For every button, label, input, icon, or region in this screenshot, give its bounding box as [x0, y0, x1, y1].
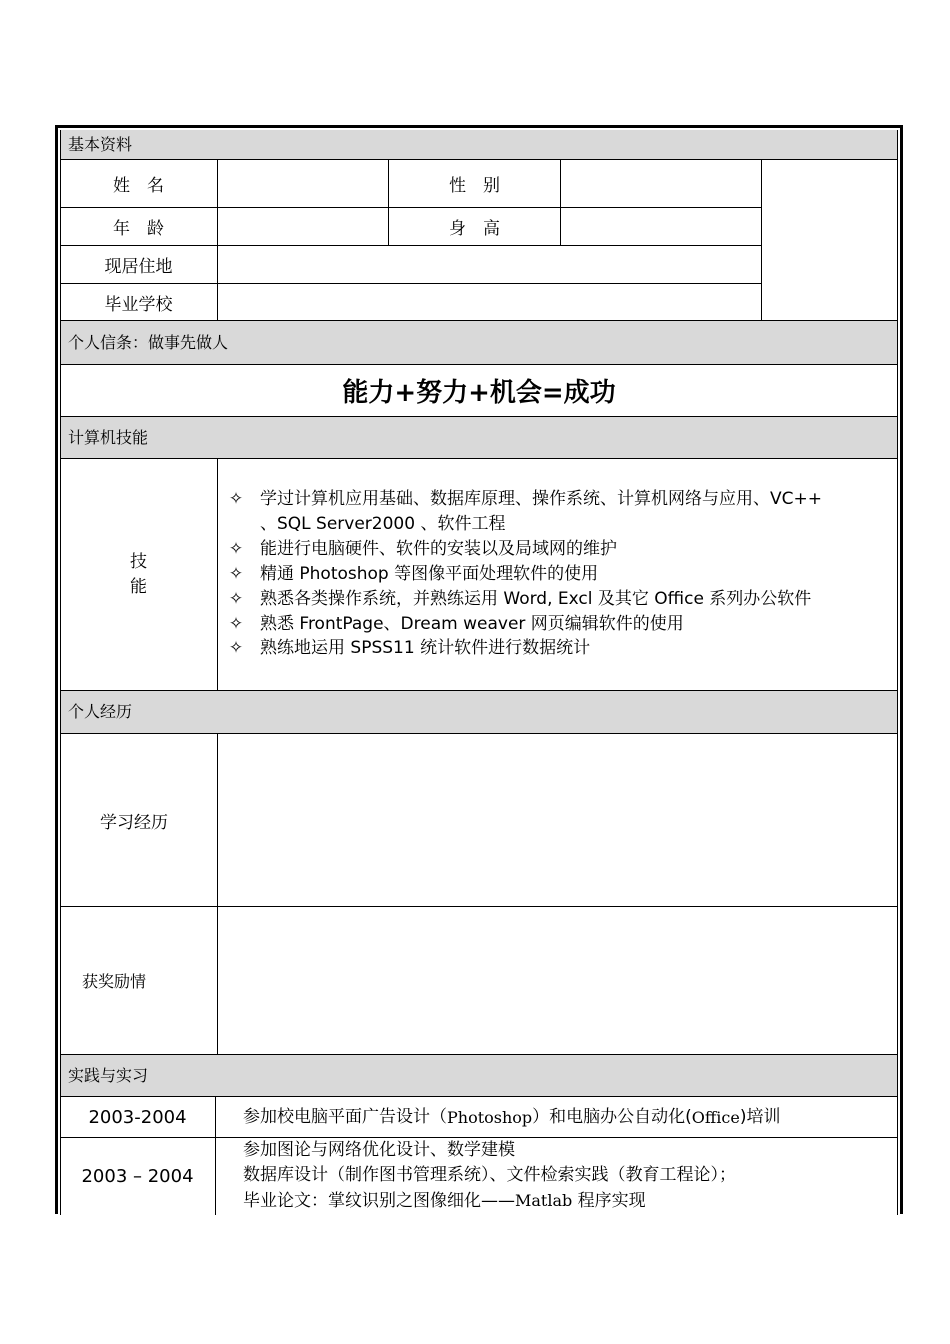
- rule: [60, 906, 898, 907]
- skills-label-text: 技能: [130, 551, 147, 597]
- practice-year-1: [60, 1097, 215, 1137]
- rule: [60, 1096, 898, 1097]
- diamond-bullet-icon: ✧: [228, 489, 244, 509]
- rule: [217, 733, 218, 1054]
- name-field[interactable]: [218, 160, 388, 207]
- rule: [897, 130, 898, 1215]
- height-field[interactable]: [561, 208, 761, 245]
- skill-text: 熟悉 FrontPage、Dream weaver 网页编辑软件的使用: [260, 614, 684, 634]
- school-label-text: 毕业学校: [104, 294, 173, 315]
- practice-desc-2-line1: 参加图论与网络优化设计、数学建模: [243, 1140, 515, 1160]
- skill-text: 精通 Photoshop 等图像平面处理软件的使用: [260, 564, 599, 584]
- diamond-bullet-icon: ✧: [228, 614, 244, 634]
- rule: [60, 733, 898, 734]
- awards-label: [60, 907, 217, 1054]
- practice-desc-2-line3: [243, 1188, 898, 1214]
- education-label: [60, 734, 217, 906]
- rule: [217, 159, 218, 320]
- rule: [60, 1137, 898, 1138]
- practice-desc-2-line3-a: 毕业论文：掌纹识别之图像细化——: [243, 1191, 515, 1211]
- address-label-text: 现居住地: [104, 257, 173, 277]
- rule: [761, 159, 762, 320]
- diamond-bullet-icon: ✧: [228, 589, 244, 609]
- practice-year-2: [60, 1138, 215, 1214]
- rule: [60, 690, 898, 691]
- practice-desc-1-b: Photoshop: [447, 1107, 533, 1127]
- practice-desc-1-d: Office: [691, 1107, 740, 1127]
- experience-header: [60, 691, 898, 733]
- practice-desc-2-line2: 数据库设计（制作图书管理系统）、文件检索实践（教育工程论）；: [243, 1165, 736, 1185]
- age-label-text: 年 龄: [113, 219, 164, 239]
- resume-table: [55, 125, 903, 1214]
- rule: [60, 283, 762, 284]
- education-field[interactable]: [218, 734, 898, 906]
- skill-text: 、SQL Server2000 、软件工程: [260, 514, 506, 534]
- basic-info-title: 基本资料: [68, 134, 133, 154]
- practice-desc-2-line3-b: Matlab: [515, 1191, 573, 1210]
- rule: [60, 416, 898, 417]
- school-field[interactable]: [218, 284, 761, 320]
- height-label: [389, 208, 560, 245]
- experience-title: 个人经历: [68, 702, 133, 721]
- skill-text: 熟悉各类操作系统，并熟练运用 Word, Excl 及其它 Office 系列办公软件: [260, 589, 812, 609]
- skills-label: [60, 459, 217, 690]
- rule: [60, 245, 762, 246]
- computer-skills-title: 计算机技能: [68, 427, 149, 447]
- rule: [60, 207, 762, 208]
- practice-desc-1-e: )培训: [739, 1106, 781, 1127]
- skill-text: 学过计算机应用基础、数据库原理、操作系统、计算机网络与应用、VC++: [260, 489, 822, 509]
- skill-text: 能进行电脑硬件、软件的安装以及局域网的维护: [260, 539, 617, 559]
- motto-banner: [60, 365, 898, 416]
- height-label-text: 身 高: [449, 219, 500, 239]
- practice-header: [60, 1055, 898, 1096]
- rule: [388, 159, 389, 245]
- diamond-bullet-icon: ✧: [228, 638, 244, 658]
- practice-desc-1: [216, 1097, 898, 1137]
- name-label: [60, 160, 217, 207]
- address-field[interactable]: [218, 246, 761, 283]
- photo-cell: [762, 160, 898, 320]
- motto-text: 能力+努力+机会=成功: [342, 378, 616, 408]
- rule: [60, 159, 898, 160]
- school-label: [60, 284, 217, 320]
- education-label-text: 学习经历: [100, 812, 168, 833]
- gender-field[interactable]: [561, 160, 761, 207]
- awards-label-text: 获奖励情: [82, 972, 147, 991]
- gender-label-text: 性 别: [449, 176, 500, 196]
- name-label-text: 姓 名: [113, 176, 164, 196]
- age-field[interactable]: [218, 208, 388, 245]
- computer-skills-header: [60, 417, 898, 458]
- motto-header-text: 个人信条：做事先做人: [68, 332, 229, 352]
- skills-list: [218, 459, 898, 690]
- practice-title: 实践与实习: [68, 1065, 149, 1085]
- rule: [60, 1054, 898, 1055]
- basic-info-header: [60, 130, 898, 159]
- rule: [60, 364, 898, 365]
- age-label: [60, 208, 217, 245]
- practice-desc-2: [216, 1138, 898, 1214]
- practice-desc-1-c: ）和电脑办公自动化(: [532, 1106, 692, 1127]
- rule: [60, 458, 898, 459]
- gender-label: [389, 160, 560, 207]
- rule: [215, 1096, 216, 1215]
- practice-year-2-text: 2003 – 2004: [81, 1165, 194, 1187]
- practice-desc-1-a: 参加校电脑平面广告设计（: [243, 1106, 447, 1127]
- diamond-bullet-icon: ✧: [228, 564, 244, 584]
- rule: [217, 458, 218, 690]
- motto-header: [60, 321, 898, 364]
- rule: [60, 130, 61, 1215]
- rule: [560, 159, 561, 245]
- diamond-bullet-icon: ✧: [228, 539, 244, 559]
- address-label: [60, 246, 217, 283]
- awards-field[interactable]: [218, 907, 898, 1054]
- rule: [60, 320, 898, 321]
- practice-year-1-text: 2003-2004: [88, 1106, 187, 1128]
- skill-text: 熟练地运用 SPSS11 统计软件进行数据统计: [260, 638, 591, 658]
- practice-desc-2-line3-c: 程序实现: [572, 1191, 646, 1211]
